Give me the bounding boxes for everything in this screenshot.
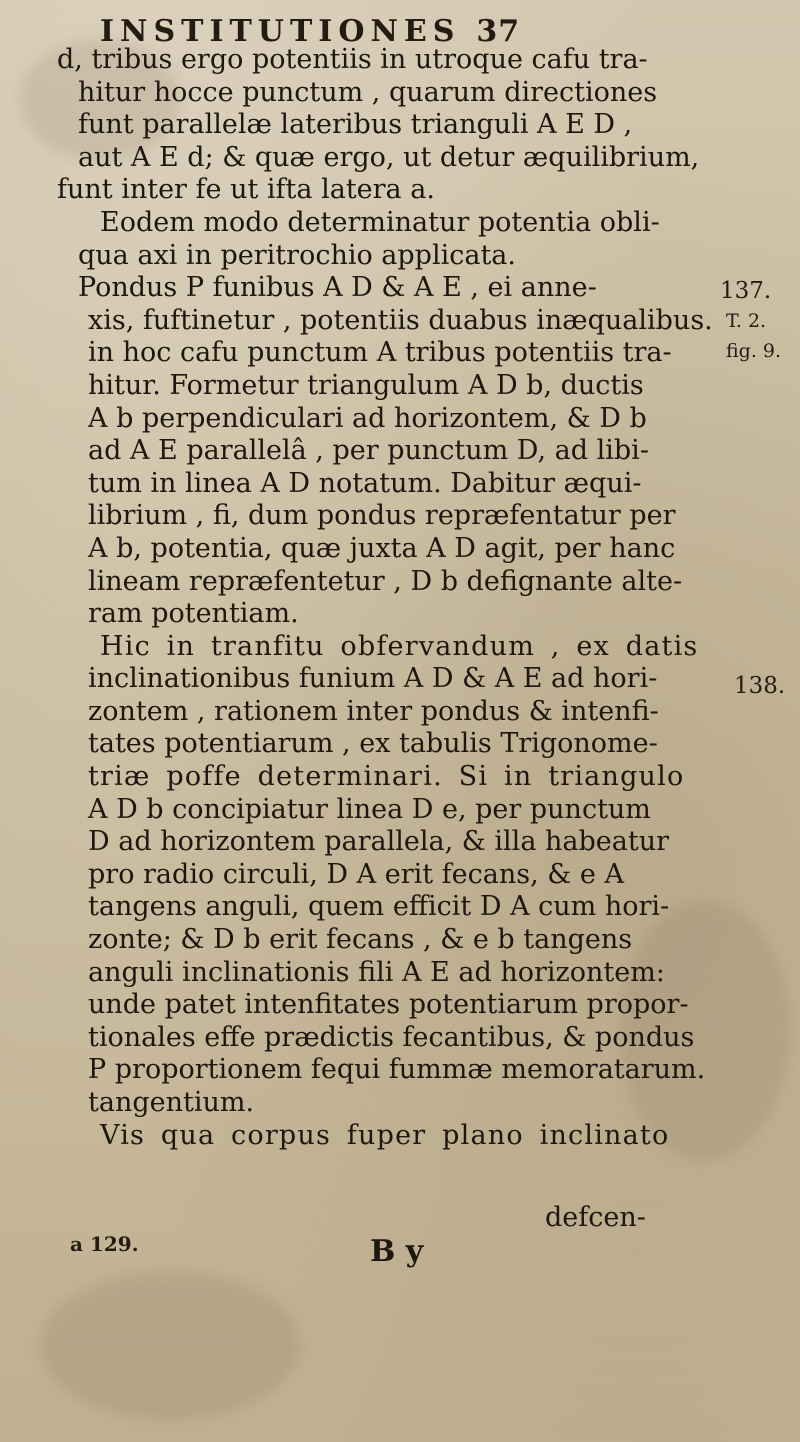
text-line: inclinationibus funium A D & A E ad hori- (88, 663, 658, 695)
footnote-reference: a 129. (70, 1232, 139, 1256)
margin-note-138: 138. (734, 673, 786, 699)
page-number: 37 (476, 14, 521, 49)
text-line: hitur. Formetur triangulum A D b, ductis (88, 369, 644, 401)
text-line: anguli inclinationis fili A E ad horizontem: (88, 956, 665, 988)
text-line: Eodem modo determinatur potentia obli- (100, 206, 660, 238)
text-line: tum in linea A D notatum. Dabitur æqui- (88, 467, 642, 499)
catchword: defcen- (545, 1202, 646, 1233)
text-line: Vis qua corpus fuper plano inclinato (100, 1119, 670, 1151)
text-line: unde patet intenfitates potentiarum propor- (88, 989, 689, 1021)
text-line: d, tribus ergo potentiis in utroque cafu tra- (57, 44, 648, 75)
body-text (30, 44, 730, 1152)
text-line: funt inter fe ut ifta latera a. (57, 174, 435, 206)
text-line: Pondus P funibus A D & A E , ei anne- (78, 272, 597, 304)
text-line: A D b concipiatur linea D e, per punctum (88, 793, 651, 825)
margin-note-137: 137. (720, 278, 772, 304)
text-line: tionales effe prædictis fecantibus, & pondus (88, 1021, 695, 1053)
margin-note-fig: fig. 9. (726, 340, 782, 362)
text-line: zonte; & D b erit fecans , & e b tangens (88, 924, 633, 956)
text-line: D ad horizontem parallela, & illa habeatur (88, 826, 669, 858)
text-line: ad A E parallelâ , per punctum D, ad libi- (88, 435, 649, 467)
text-line: A b, potentia, quæ juxta A D agit, per hanc (88, 532, 676, 564)
text-line: ram potentiam. (88, 598, 299, 630)
header-title: INSTITUTIONES (100, 14, 461, 49)
text-line: Hic in tranfitu obfervandum , ex datis (100, 630, 699, 662)
text-line: zontem , rationem inter pondus & intenfi- (88, 695, 659, 727)
text-line: aut A E d; & quæ ergo, ut detur æquilibrium, (78, 141, 700, 173)
margin-note-tab: T. 2. (726, 310, 767, 332)
text-line: triæ poffe determinari. Si in triangulo (88, 761, 685, 793)
text-line: lineam repræfentetur , D b defignante alte- (88, 565, 683, 597)
text-line: hitur hocce punctum , quarum directiones (78, 76, 658, 108)
text-line: A b perpendiculari ad horizontem, & D b (88, 402, 647, 434)
text-line: funt parallelæ lateribus trianguli A E D , (78, 109, 633, 141)
signature-mark: B y (370, 1234, 424, 1269)
text-line: tangens anguli, quem efficit D A cum hori- (88, 891, 670, 923)
text-line: qua axi in peritrochio applicata. (78, 239, 516, 271)
text-line: P proportionem fequi fummæ memoratarum. (88, 1054, 706, 1086)
text-line: tates potentiarum , ex tabulis Trigonome- (88, 728, 658, 760)
paper-stain (40, 1270, 300, 1420)
text-line: tangentium. (88, 1087, 255, 1118)
text-line: librium , fi, dum pondus repræfentatur per (88, 500, 676, 532)
text-line: in hoc cafu punctum A tribus potentiis tra- (88, 337, 672, 369)
text-line: pro radio circuli, D A erit fecans, & e A (88, 858, 624, 890)
text-line: xis, fuftinetur , potentiis duabus inæqualibus. (88, 304, 713, 336)
